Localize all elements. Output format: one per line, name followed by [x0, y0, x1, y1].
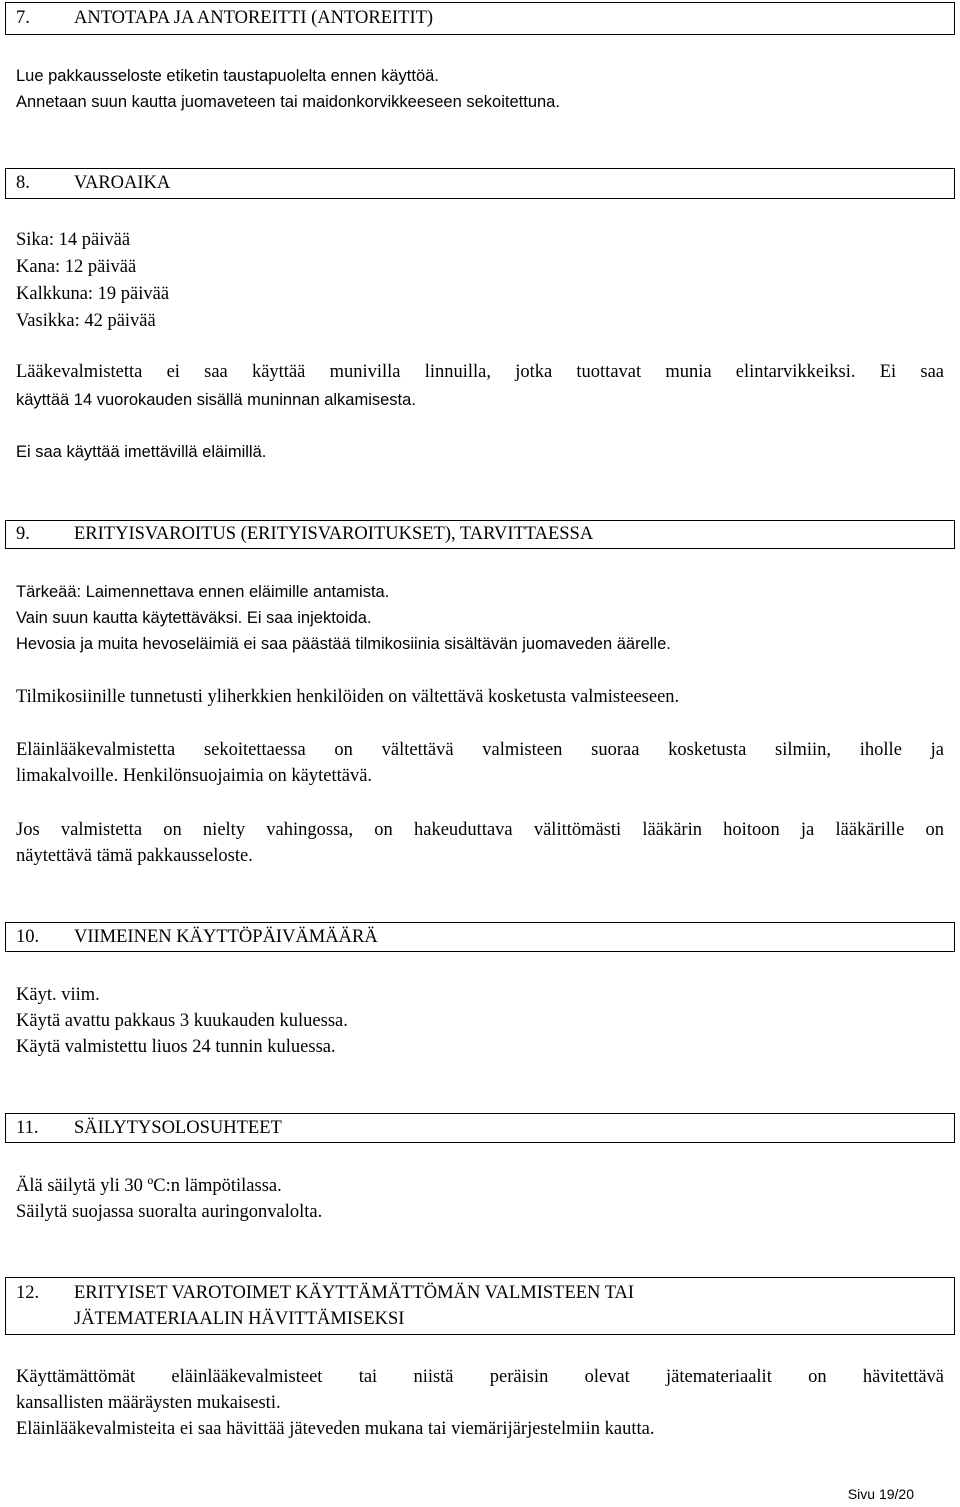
section-10-header: [5, 922, 955, 952]
page-number: Sivu 19/20: [847, 1486, 914, 1502]
s8-line-2: Kana: 12 päivää: [16, 257, 137, 277]
section-9-title: ERITYISVAROITUS (ERITYISVAROITUKSET), TARVITTAESSA: [74, 524, 594, 544]
s10-line-1: Käyt. viim.: [16, 985, 100, 1005]
section-12-title-line-2: JÄTEMATERIAALIN HÄVITTÄMISEKSI: [74, 1309, 405, 1329]
s12-line-3: Eläinlääkevalmisteita ei saa hävittää jäteveden mukana tai viemärijärjestelmiin kautta.: [16, 1419, 655, 1439]
section-7-number: 7.: [16, 8, 30, 28]
s8-line-5: Lääkevalmistetta ei saa käyttää munivilla linnuilla, jotka tuottavat munia elintarvikkeiksi. Ei saa: [16, 362, 944, 382]
s9-line-2: Vain suun kautta käytettäväksi. Ei saa injektoida.: [16, 609, 372, 627]
s9-line-4: Tilmikosiinille tunnetusti yliherkkien henkilöiden on vältettävä kosketusta valmisteeseen.: [16, 687, 680, 707]
s9-line-8: näytettävä tämä pakkausseloste.: [16, 846, 253, 866]
section-10-title: VIIMEINEN KÄYTTÖPÄIVÄMÄÄRÄ: [74, 927, 378, 947]
s10-line-2: Käytä avattu pakkaus 3 kuukauden kuluessa.: [16, 1011, 348, 1031]
s9-line-3: Hevosia ja muita hevoseläimiä ei saa päästää tilmikosiinia sisältävän juomaveden äärelle.: [16, 635, 671, 653]
s10-line-3: Käytä valmistettu liuos 24 tunnin kuluessa.: [16, 1037, 336, 1057]
section-12-title-line-1: ERITYISET VAROTOIMET KÄYTTÄMÄTTÖMÄN VALMISTEEN TAI: [74, 1283, 635, 1303]
section-8-header: [5, 168, 955, 199]
s7-line-2: Annetaan suun kautta juomaveteen tai maidonkorvikkeeseen sekoitettuna.: [16, 93, 560, 111]
section-8-number: 8.: [16, 173, 30, 193]
s9-line-1: Tärkeää: Laimennettava ennen eläimille antamista.: [16, 583, 390, 601]
section-9-number: 9.: [16, 524, 30, 544]
s11-line-1: Älä säilytä yli 30 ºC:n lämpötilassa.: [16, 1176, 282, 1196]
section-11-header: [5, 1113, 955, 1143]
section-7-header: [5, 2, 955, 35]
section-12-number: 12.: [16, 1283, 40, 1303]
s8-line-4: Vasikka: 42 päivää: [16, 311, 156, 331]
s11-line-2: Säilytä suojassa suoralta auringonvalolta.: [16, 1202, 323, 1222]
s9-line-7: Jos valmistetta on nielty vahingossa, on hakeuduttava välittömästi lääkärin hoitoon ja lääkärille on: [16, 820, 944, 840]
section-10-number: 10.: [16, 927, 40, 947]
section-9-header: [5, 520, 955, 549]
s8-line-6: käyttää 14 vuorokauden sisällä muninnan alkamisesta.: [16, 391, 416, 409]
s8-line-1: Sika: 14 päivää: [16, 230, 131, 250]
s8-line-7: Ei saa käyttää imettävillä eläimillä.: [16, 443, 267, 461]
section-11-number: 11.: [16, 1118, 39, 1138]
section-11-title: SÄILYTYSOLOSUHTEET: [74, 1118, 282, 1138]
s12-line-1: Käyttämättömät eläinlääkevalmisteet tai niistä peräisin olevat jätemateriaalit on hävitettävä: [16, 1367, 944, 1387]
s9-line-6: limakalvoille. Henkilönsuojaimia on käytettävä.: [16, 766, 373, 786]
section-12-header: [5, 1277, 955, 1335]
section-8-title: VAROAIKA: [74, 173, 171, 193]
s8-line-3: Kalkkuna: 19 päivää: [16, 284, 170, 304]
s9-line-5: Eläinlääkevalmistetta sekoitettaessa on vältettävä valmisteen suoraa kosketusta silmiin, iholle ja: [16, 740, 944, 760]
section-7-title: ANTOTAPA JA ANTOREITTI (ANTOREITIT): [74, 8, 434, 28]
s12-line-2: kansallisten määräysten mukaisesti.: [16, 1393, 281, 1413]
s7-line-1: Lue pakkausseloste etiketin taustapuolelta ennen käyttöä.: [16, 67, 439, 85]
